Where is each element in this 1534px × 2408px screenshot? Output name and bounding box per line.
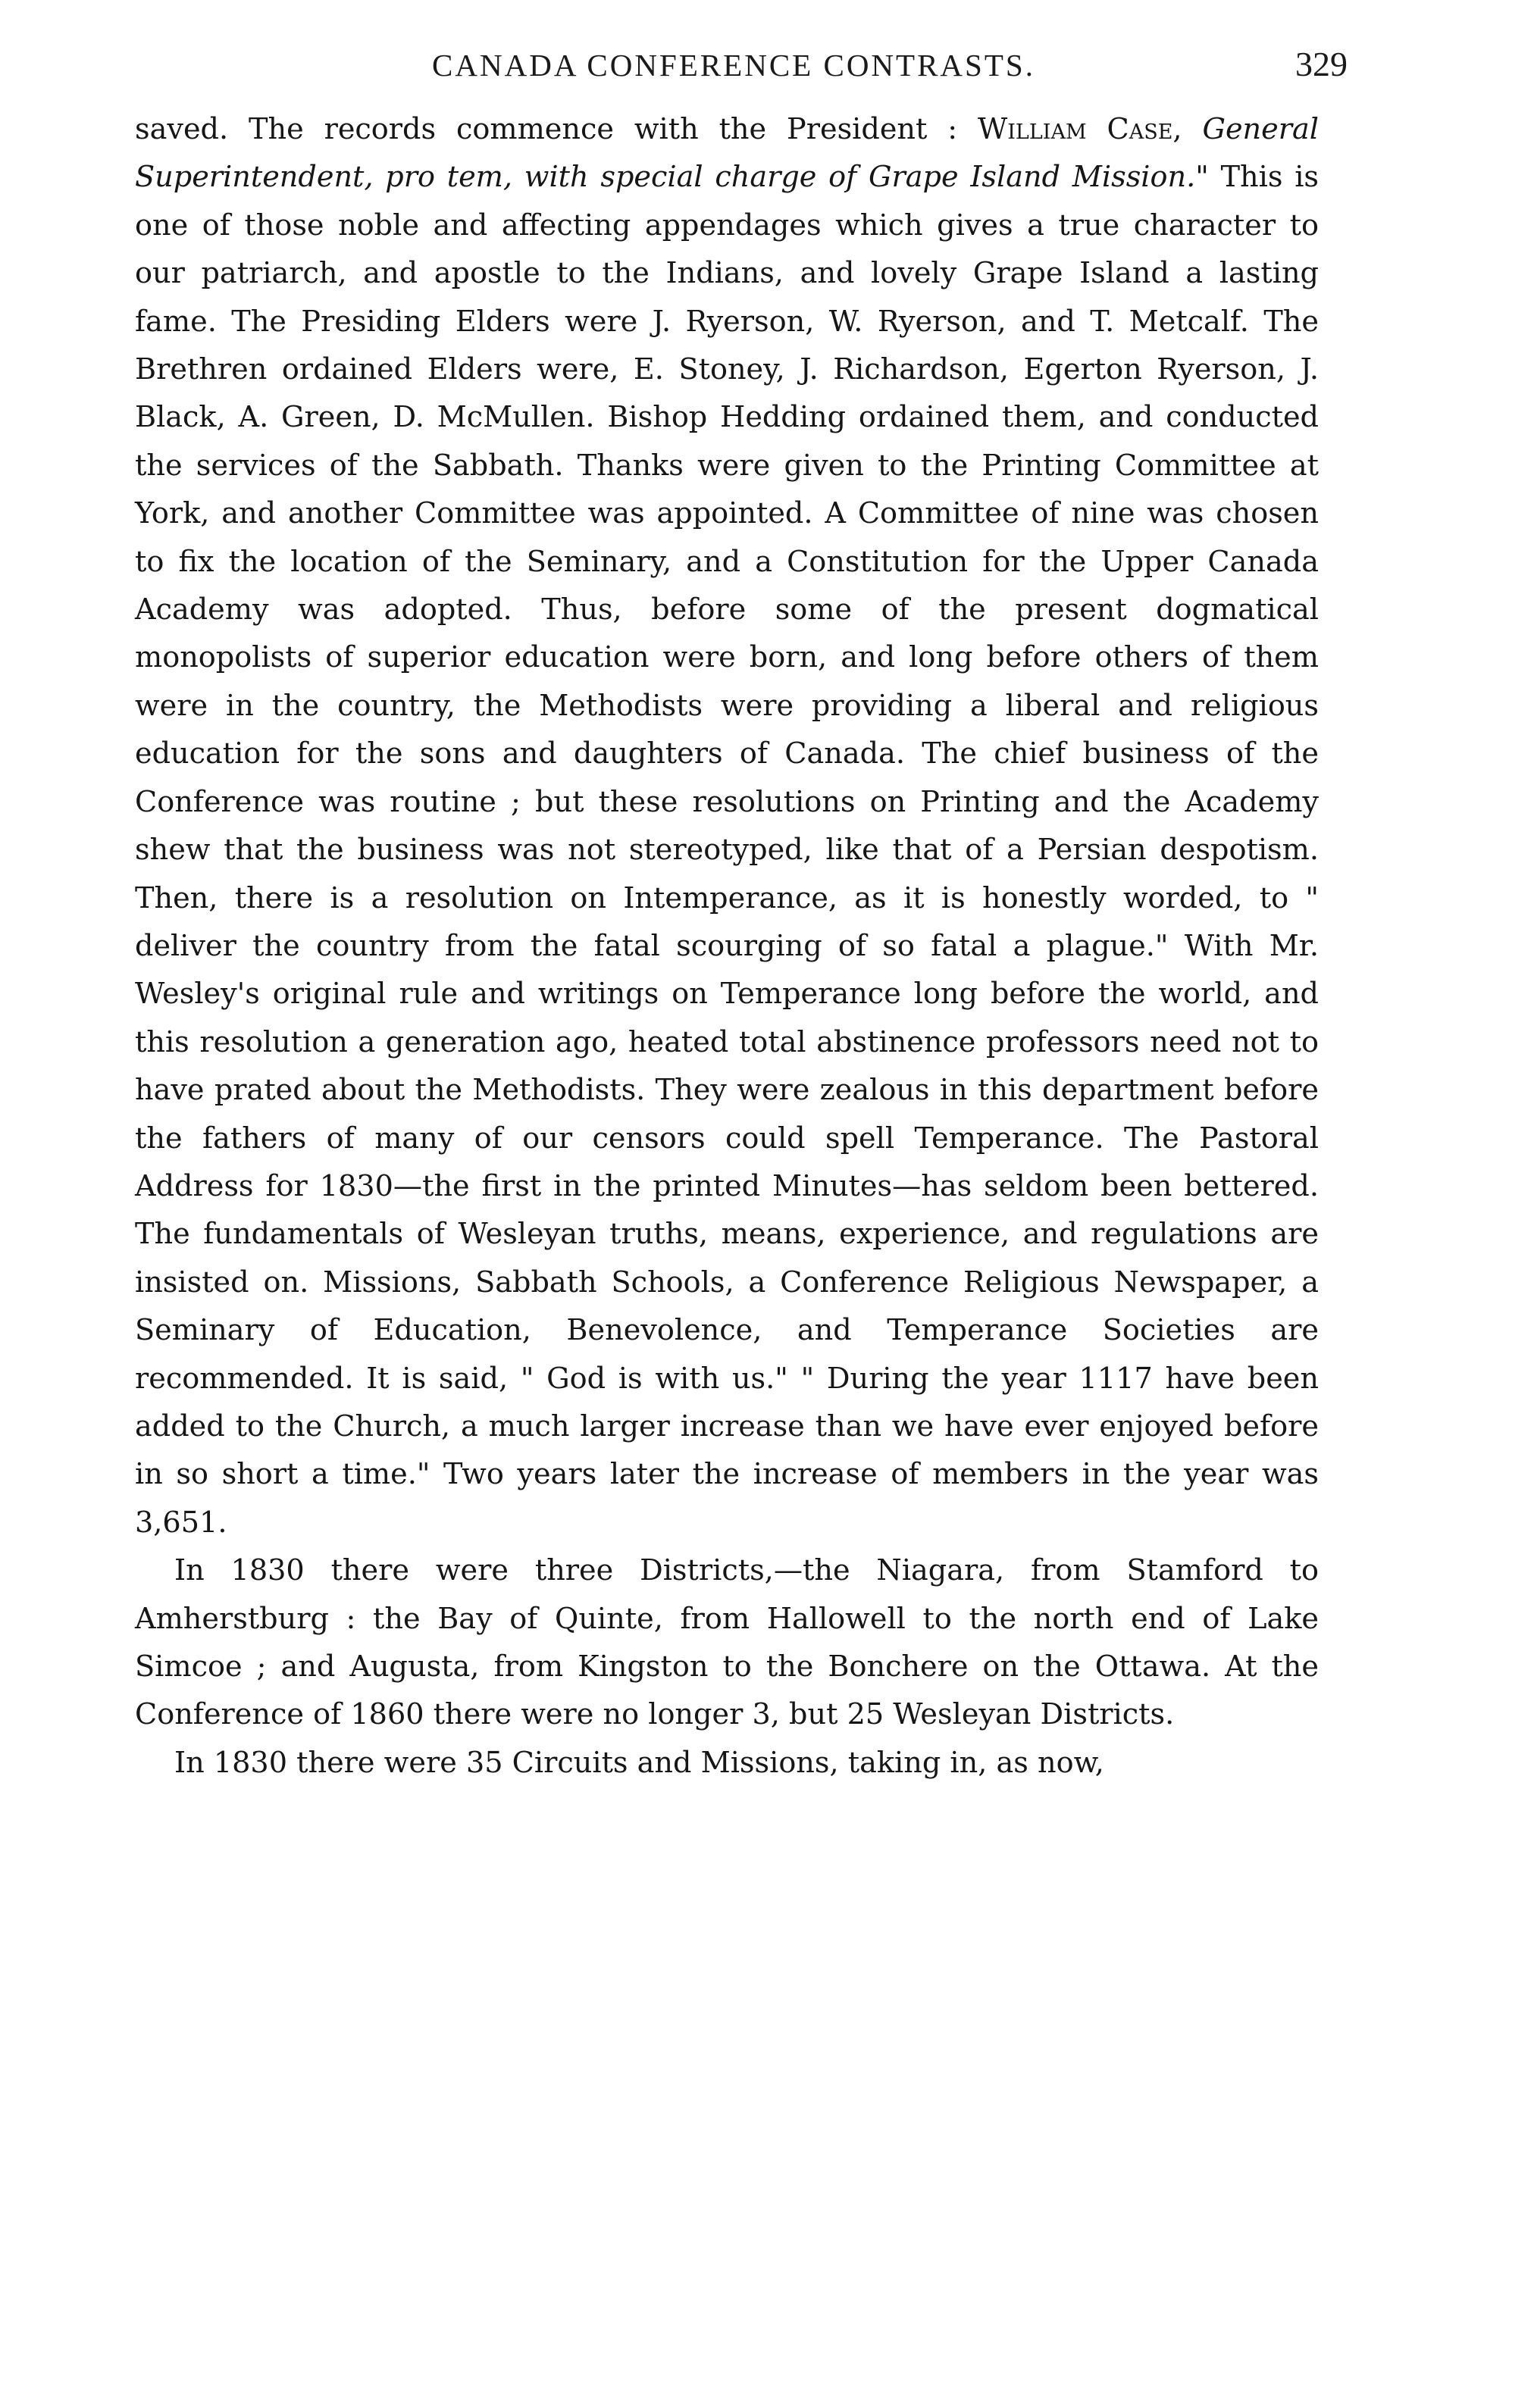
- running-title: CANADA CONFERENCE CONTRASTS.: [432, 48, 1035, 83]
- page-number: 329: [1295, 45, 1348, 83]
- paragraph-1-text-3: " This is one of those noble and affecting appendages which gives a true character to our patriarch, and apostle to the Indians, and lovely Grape Island a lasting fame. The Presiding Elders were J. Ryerson, W. Ryerson, and T. Metcalf. The Brethren ordained Elders were, E. Stoney, J. Richardson, Egerton Ryerson, J. Black, A. Green, D. McMullen. Bishop Hedding ordained them, and conducted the services of the Sabbath. Thanks were given to the Printing Committee at York, and another Committee was appointed. A Committee of nine was chosen to fix the location of the Seminary, and a Constitution for the Upper Canada Academy was adopted. Thus, before some of the present dogmatical monopolists of superior education were born, and long before others of them were in the country, the Methodists were providing a liberal and religious education for the sons and daughters of Canada. The chief business of the Conference was routine ; but these resolutions on Printing and the Academy shew that the business was not stereotyped, like that of a Persian despotism. Then, there is a resolution on Intemperance, as it is honestly worded, to " deliver the country from the fatal scourging of so fatal a plague." With Mr. Wesley's original rule and writings on Temperance long before the world, and this resolution a generation ago, heated total abstinence professors need not to have prated about the Methodists. They were zealous in this department before the fathers of many of our censors could spell Temperance. The Pastoral Address for 1830—the first in the printed Minutes—has seldom been bettered. The fundamentals of Wesleyan truths, means, experience, and regulations are insisted on. Missions, Sabbath Schools, a Conference Religious Newspaper, a Seminary of Education, Benevolence, and Temperance Societies are recommended. It is said, " God is with us." " During the year 1117 have been added to the Church, a much larger increase than we have ever enjoyed before in so short a time." Two years later the increase of members in the year was 3,651.: [135, 161, 1320, 1540]
- body-text: [135, 106, 1319, 2379]
- paragraph-2: In 1830 there were three Districts,—the Niagara, from Stamford to Amherstburg : the Bay of Quinte, from Hallowell to the north end of Lake Simcoe ; and Augusta, from Kingston to the Bonchere on the Ottawa. At the Conference of 1860 there were no longer 3, but 25 Wesleyan Districts.: [135, 1554, 1319, 1732]
- paragraph-1: [135, 106, 1319, 1547]
- paragraph-1-text-1: saved. The records commence with the President :: [135, 113, 978, 146]
- paragraph-3: In 1830 there were 35 Circuits and Missions, taking in, as now,: [174, 1746, 1104, 1780]
- paragraph-1-president-name: William Case: [978, 113, 1173, 146]
- paragraph-1-italic-title: General Superintendent, pro tem, with special charge of Grape Island Mission.: [135, 113, 1319, 195]
- paragraph-1-text-2: ,: [1172, 113, 1203, 146]
- running-head: [135, 39, 1348, 85]
